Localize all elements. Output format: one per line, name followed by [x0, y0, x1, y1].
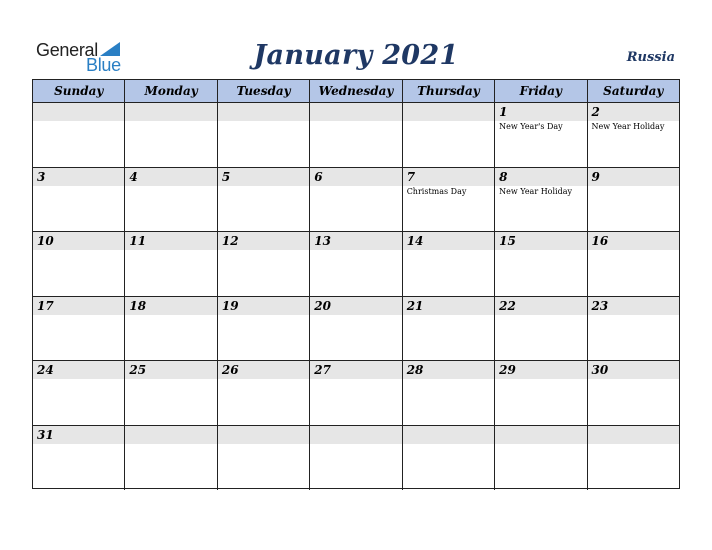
- day-cell: [495, 168, 587, 232]
- day-cell: [218, 426, 310, 491]
- day-cell: [403, 168, 495, 232]
- day-number: 12: [221, 234, 239, 248]
- holiday-label: New Year's Day: [499, 122, 563, 131]
- page-title: January 2021: [253, 40, 459, 71]
- weekday-header-sunday: Sunday: [33, 80, 125, 102]
- day-header-band: [588, 103, 679, 121]
- day-header-band: [310, 168, 401, 186]
- day-cell: [33, 103, 125, 167]
- day-cell: [588, 103, 679, 167]
- day-cell: [495, 297, 587, 361]
- day-cell: [125, 426, 217, 491]
- day-header-band: [495, 168, 586, 186]
- day-cell: [218, 232, 310, 296]
- country-label: Russia: [626, 50, 675, 65]
- day-cell: [310, 426, 402, 491]
- day-number: 3: [37, 169, 46, 184]
- day-number: 25: [129, 363, 147, 377]
- day-cell: [125, 297, 217, 361]
- day-cell: [403, 232, 495, 296]
- day-cell: [218, 103, 310, 167]
- day-number: 6: [314, 169, 323, 184]
- holiday-label: Christmas Day: [406, 186, 467, 196]
- day-number: 1: [499, 105, 508, 119]
- day-cell: [218, 361, 310, 425]
- day-header-band: [33, 103, 124, 121]
- day-number: 20: [314, 298, 331, 313]
- day-cell: [403, 426, 495, 491]
- weekday-header-monday: Monday: [125, 80, 217, 102]
- day-number: 18: [129, 298, 147, 313]
- week-row: [33, 232, 679, 297]
- day-cell: [310, 103, 402, 167]
- day-number: 24: [37, 363, 54, 377]
- week-row: [33, 361, 679, 426]
- day-cell: [310, 168, 402, 232]
- day-number: 5: [221, 169, 231, 184]
- day-header-band: [403, 168, 494, 186]
- day-number: 23: [591, 298, 609, 313]
- day-header-band: [33, 168, 124, 186]
- day-cell: [495, 426, 587, 491]
- day-number: 19: [221, 298, 239, 313]
- day-cell: [588, 361, 679, 425]
- day-cell: [495, 361, 587, 425]
- day-header-band: [495, 103, 586, 121]
- day-cell: [33, 426, 125, 491]
- day-cell: [33, 168, 125, 232]
- day-header-band: [310, 426, 401, 444]
- day-number: 17: [37, 298, 54, 313]
- day-cell: [125, 232, 217, 296]
- day-cell: [588, 297, 679, 361]
- weekday-header-tuesday: Tuesday: [218, 80, 310, 102]
- weekday-header-thursday: Thursday: [403, 80, 495, 102]
- day-number: 15: [499, 234, 516, 248]
- day-number: 21: [406, 298, 424, 313]
- day-number: 7: [406, 169, 416, 184]
- day-header-band: [218, 426, 309, 444]
- weekday-header-row: [33, 80, 679, 103]
- day-cell: [495, 103, 587, 167]
- day-header-band: [125, 103, 216, 121]
- weekday-header-saturday: Saturday: [603, 84, 664, 98]
- day-header-band: [588, 426, 679, 444]
- day-cell: [33, 297, 125, 361]
- logo-text-blue: Blue: [86, 55, 121, 75]
- week-row: [33, 103, 679, 168]
- day-cell: [403, 361, 495, 425]
- day-number: 11: [129, 234, 147, 248]
- day-cell: [125, 168, 217, 232]
- day-number: 26: [221, 363, 239, 377]
- day-number: 22: [499, 298, 516, 313]
- holiday-label: New Year Holiday: [499, 186, 573, 196]
- day-number: 9: [591, 169, 600, 184]
- day-cell: [495, 232, 587, 296]
- day-number: 28: [406, 363, 424, 377]
- week-row: [33, 426, 679, 491]
- day-cell: [588, 426, 679, 491]
- day-header-band: [403, 103, 494, 121]
- day-cell: [125, 361, 217, 425]
- day-number: 10: [37, 234, 54, 248]
- week-row: [33, 297, 679, 362]
- day-number: 27: [314, 363, 331, 377]
- day-cell: [310, 361, 402, 425]
- calendar-weeks: [33, 103, 679, 490]
- calendar-grid: [32, 79, 680, 489]
- day-header-band: [125, 168, 216, 186]
- day-number: 13: [314, 234, 331, 248]
- weekday-header-friday: Friday: [495, 80, 587, 102]
- weekday-header-wednesday: Wednesday: [310, 80, 402, 102]
- day-header-band: [218, 103, 309, 121]
- holiday-label: New Year Holiday: [591, 122, 665, 131]
- day-number: 30: [591, 363, 609, 377]
- day-header-band: [310, 103, 401, 121]
- day-header-band: [588, 168, 679, 186]
- day-number: 16: [591, 234, 609, 248]
- day-number: 2: [591, 105, 600, 119]
- day-cell: [125, 103, 217, 167]
- day-cell: [588, 232, 679, 296]
- day-number: 31: [37, 427, 54, 442]
- day-header-band: [125, 426, 216, 444]
- day-header-band: [403, 426, 494, 444]
- day-cell: [588, 168, 679, 232]
- day-cell: [403, 103, 495, 167]
- day-cell: [218, 297, 310, 361]
- day-cell: [33, 361, 125, 425]
- day-number: 14: [406, 234, 424, 248]
- day-cell: [310, 297, 402, 361]
- week-row: [33, 168, 679, 233]
- logo-text-general: General: [36, 40, 98, 60]
- day-cell: [218, 168, 310, 232]
- day-number: 29: [499, 363, 516, 377]
- day-cell: [33, 232, 125, 296]
- day-cell: [310, 232, 402, 296]
- day-number: 4: [129, 169, 138, 184]
- day-header-band: [495, 426, 586, 444]
- day-header-band: [218, 168, 309, 186]
- day-cell: [403, 297, 495, 361]
- day-number: 8: [499, 169, 508, 184]
